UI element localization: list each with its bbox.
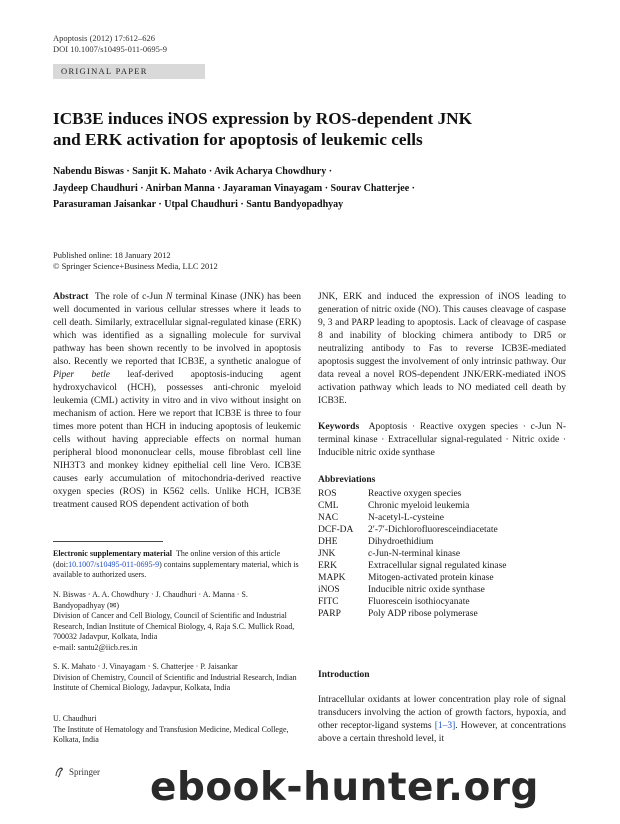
abbreviation-value: Dihydroethidium [368,537,434,547]
abbreviations-heading: Abbreviations [318,475,376,485]
abbreviation-row [318,512,506,524]
abbreviation-value: 2′-7′-Dichlorofluoresceindiacetate [368,525,498,535]
footnote-divider [53,541,163,542]
abbreviation-key: MAPK [318,573,346,583]
abbreviation-value: Inducible nitric oxide synthase [368,585,485,595]
abbreviation-value: Extracellular signal regulated kinase [368,561,507,571]
abbreviation-key: ERK [318,561,337,571]
publisher-name: Springer [69,767,100,777]
affiliation-1: N. Biswas · A. A. Chowdhury · J. Chaudhuri · A. Manna · S. Bandyopadhyay (✉) Division of Cancer and Cell Biology, Council of Scientific and Industrial Research, Indian Institute of Chemical Biology, 4, Raja S.C. Mullick Road, 700032 Jadavpur, Kolkata, India e-mail: santu2@iicb.res.in [53,590,301,653]
published-date: Published online: 18 January 2012 [53,250,171,260]
abbreviation-row [318,548,506,560]
abbreviation-row [318,488,506,500]
citation-link[interactable]: [1–3] [434,721,456,731]
abbreviation-row [318,524,506,536]
abbreviation-key: JNK [318,549,336,559]
publisher-footer [53,766,100,778]
abbreviation-key: ROS [318,489,337,499]
abbreviations-table [318,488,506,620]
supplementary-note: Electronic supplementary material The online version of this article (doi:10.1007/s10495-011-0695-9) contains supplementary material, which is available to authorized users. [53,549,299,579]
abbreviation-key: iNOS [318,585,340,595]
springer-horse-icon [53,766,65,778]
author-list: Nabendu Biswas · Sanjit K. Mahato · Avik Acharya Chowdhury · Jaydeep Chaudhuri · Anirban Manna · Jayaraman Vinayagam · Sourav Chatterjee · Parasuraman Jaisankar · Utpal Chaudhuri · Santu Bandyopadhyay [53,166,415,210]
doi-line: DOI 10.1007/s10495-011-0695-9 [53,44,167,54]
abbreviation-row [318,608,506,620]
section-tag: ORIGINAL PAPER [53,64,205,79]
watermark: ebook-hunter.org [150,765,539,810]
abbreviation-row [318,560,506,572]
abbreviation-key: DCF-DA [318,525,354,535]
publication-info [53,250,218,272]
keywords-label: Keywords [318,422,360,432]
abbreviation-row [318,500,506,512]
affiliation-2: S. K. Mahato · J. Vinayagam · S. Chatterjee · P. Jaisankar Division of Chemistry, Council of Scientific and Industrial Research, Indian Institute of Chemical Biology, Jadavpur, Kolkata, India [53,662,297,692]
abstract-left: Abstract The role of c-Jun N terminal Kinase (JNK) has been well documented in various cellular stresses where it leads to cell death. Similarly, extracellular signal-regulated kinase (ERK) which was identified as a signalling molecule for survival pathway has been shown recently to be involved in apoptosis also. Recently we reported that ICB3E, a synthetic analogue of Piper betle leaf-derived apoptosis-inducing agent hydroxychavicol (HCH), possesses anti-chronic myeloid leukemia (CML) activity in vitro and in vivo without insight on mechanism of action. Here we report that ICB3E is three to four times more potent than HCH in inducing apoptosis of leukemic cells without having appreciable effects on normal human peripheral blood mononuclear cells, mouse fibroblast cell line NIH3T3 and monkey kidney epithelial cell line Vero. ICB3E causes early accumulation of mitochondria-derived reactive oxygen species (ROS) in K562 cells. Unlike HCH, ICB3E treatment caused ROS dependent activation of both [53,292,301,510]
affiliation-3: U. Chaudhuri The Institute of Hematology and Transfusion Medicine, Medical College, Kolkata, India [53,714,289,744]
abbreviation-value: Mitogen-activated protein kinase [368,573,494,583]
introduction-text: Intracellular oxidants at lower concentration play role of signal transducers involving the action of growth factors, hypoxia, and other receptor-ligand systems [1–3]. However, at concentrations above a certain threshold level, it [318,695,566,744]
abbreviation-row [318,596,506,608]
abbreviation-row [318,536,506,548]
contact-email[interactable]: e-mail: santu2@iicb.res.in [53,642,138,652]
abbreviation-value: c-Jun-N-terminal kinase [368,549,461,559]
keywords: Keywords Apoptosis · Reactive oxygen species · c-Jun N-terminal kinase · Extracellular signal-regulated · Nitric oxide · Inducible nitric oxide synthase [318,422,567,458]
abbreviation-key: CML [318,501,339,511]
abbreviation-value: N-acetyl-L-cysteine [368,513,444,523]
abbreviation-value: Chronic myeloid leukemia [368,501,470,511]
paper-title: ICB3E induces iNOS expression by ROS-dependent JNK and ERK activation for apoptosis of leukemic cells [53,109,472,149]
introduction-heading: Introduction [318,670,370,680]
abbreviation-key: FITC [318,597,339,607]
abbreviation-key: NAC [318,513,339,523]
abbreviation-value: Reactive oxygen species [368,489,462,499]
doi-link[interactable]: 10.1007/s10495-011-0695-9 [68,559,160,569]
running-header [53,33,167,55]
journal-citation: Apoptosis (2012) 17:612–626 [53,33,155,43]
abstract-right: JNK, ERK and induced the expression of iNOS leading to generation of nitric oxide (NO). This causes cleavage of caspase 9, 3 and PARP leading to apoptosis. Lack of cleavage of caspase 8 and inability of blocking chimera antibody to DR5 or neutralizing antibody to Fas to reverse ICB3E-mediated apoptosis suggest the involvement of only intrinsic pathway. Our data reveal a novel ROS-dependent JNK/ERK-mediated iNOS activation pathway which leads to NO mediated cell death by ICB3E. Keywords Apoptosis · Reactive oxygen species · c-Jun N-terminal kinase · Extracellular signal-regulated · Nitric oxide · Inducible nitric oxide synthase [318,292,567,458]
abbreviation-row [318,572,506,584]
copyright: © Springer Science+Business Media, LLC 2012 [53,261,218,271]
abbreviation-key: DHE [318,537,338,547]
abbreviation-value: Poly ADP ribose polymerase [368,609,478,619]
abbreviation-row [318,584,506,596]
abstract-label: Abstract [53,292,89,302]
abbreviation-key: PARP [318,609,341,619]
abbreviation-value: Fluorescein isothiocyanate [368,597,470,607]
